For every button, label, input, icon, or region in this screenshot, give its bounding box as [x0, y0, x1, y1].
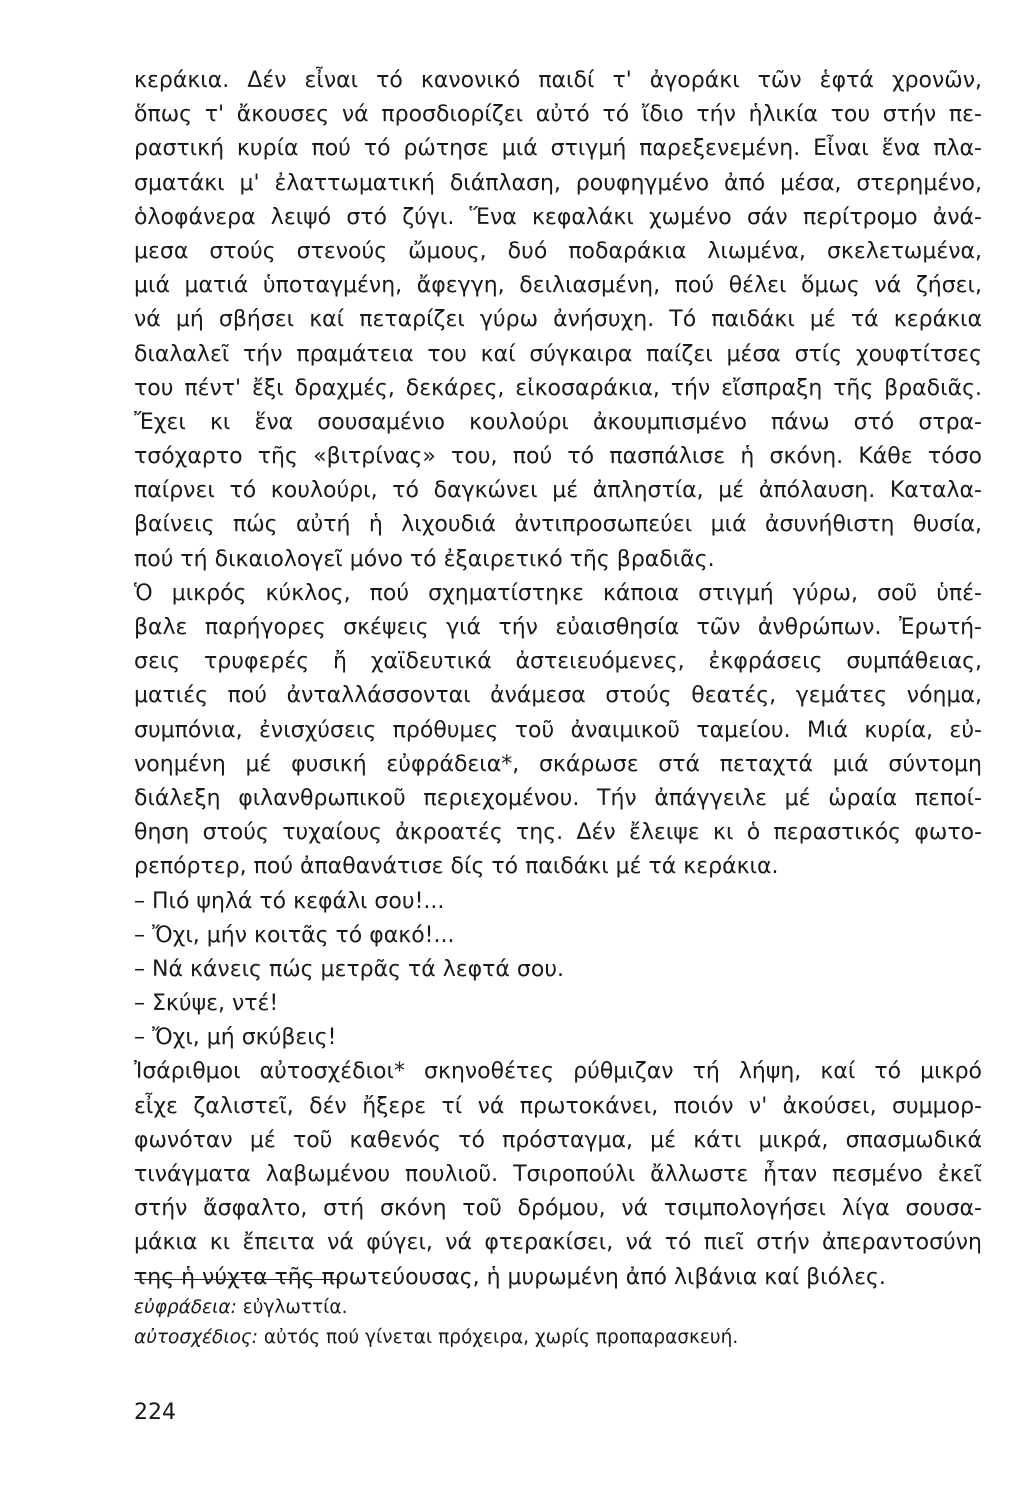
text-line: διάλεξη φιλανθρωπικοῦ περιεχομένου. Τήν ἀπάγγειλε μέ ὡραία πεποί-	[134, 785, 982, 811]
footnote-term: αὐτοσχέδιος:	[134, 1327, 259, 1348]
text-line: μιά ματιά ὑποταγμένη, ἄφεγγη, δειλιασμένη, πού θέλει ὅμως νά ζήσει,	[134, 273, 982, 299]
text-line: μάκια κι ἔπειτα νά φύγει, νά φτερακίσει, νά τό πιεῖ στήν ἀπεραντοσύνη	[134, 1230, 982, 1256]
text-line: – Ὄχι, μήν κοιτᾶς τό φακό!...	[134, 922, 455, 948]
text-line: τινάγματα λαβωμένου πουλιοῦ. Τσιροπούλι ἄλλωστε ἦταν πεσμένο ἐκεῖ	[134, 1162, 982, 1187]
page-number: 224	[134, 1400, 176, 1425]
footnote-definition: αὐτός πού γίνεται πρόχειρα, χωρίς προπαρασκευή.	[258, 1327, 739, 1348]
text-line: ὅπως τ' ἄκουσες νά προσδιορίζει αὐτό τό ἴδιο τήν ἡλικία του στήν πε-	[134, 102, 982, 128]
text-line: τσόχαρτο τῆς «βιτρίνας» του, πού τό πασπάλισε ἡ σκόνη. Κάθε τόσο	[134, 444, 982, 470]
text-line: θηση στούς τυχαίους ἀκροατές της. Δέν ἔλειψε κι ὁ περαστικός φωτο-	[134, 820, 982, 846]
text-line: πού τή δικαιολογεῖ μόνο τό ἐξαιρετικό τῆς βραδιᾶς.	[134, 546, 715, 572]
text-line: Ἔχει κι ἕνα σουσαμένιο κουλούρι ἀκουμπισμένο πάνω στό στρα-	[134, 409, 982, 435]
text-line: σματάκι μ' ἐλαττωματική διάπλαση, ρουφηγμένο ἀπό μέσα, στερημένο,	[134, 170, 982, 196]
text-line: Ὁ μικρός κύκλος, πού σχηματίστηκε κάποια στιγμή γύρω, σοῦ ὑπέ-	[134, 580, 982, 606]
footnote	[134, 1293, 982, 1323]
text-line: της ἡ νύχτα τῆς πρωτεύουσας, ἡ μυρωμένη ἀπό λιβάνια καί βιόλες.	[134, 1264, 886, 1290]
text-line: νά μή σβήσει καί πεταρίζει γύρω ἀνήσυχη. Τό παιδάκι μέ τά κεράκια	[134, 307, 982, 333]
text-line: διαλαλεῖ τήν πραμάτεια του καί σύγκαιρα παίζει μέσα στίς χουφτίτσες	[134, 341, 982, 367]
text-line: συμπόνια, ἐνισχύσεις πρόθυμες τοῦ ἀναιμικοῦ ταμείου. Μιά κυρία, εὐ-	[134, 717, 982, 743]
text-line: – Σκύψε, ντέ!	[134, 991, 279, 1017]
text-line: εἶχε ζαλιστεῖ, δέν ἤξερε τί νά πρωτοκάνει, ποιόν ν' ἀκούσει, συμμορ-	[134, 1093, 982, 1119]
text-line: βαλε παρήγορες σκέψεις γιά τήν εὐαισθησία τῶν ἀνθρώπων. Ἐρωτή-	[134, 615, 982, 640]
text-line: ρεπόρτερ, πού ἀπαθανάτισε δίς τό παιδάκι μέ τά κεράκια.	[134, 854, 779, 880]
text-line: – Πιό ψηλά τό κεφάλι σου!...	[134, 888, 445, 914]
footnote	[134, 1323, 982, 1353]
text-line: ὁλοφάνερα λειψό στό ζύγι. Ἕνα κεφαλάκι χωμένο σάν περίτρομο ἀνά-	[134, 204, 982, 230]
text-line: στήν ἄσφαλτο, στή σκόνη τοῦ δρόμου, νά τσιμπολογήσει λίγα σουσα-	[134, 1196, 982, 1222]
text-line: – Ὄχι, μή σκύβεις!	[134, 1025, 337, 1051]
footnotes	[134, 1293, 982, 1353]
text-line: – Νά κάνεις πώς μετρᾶς τά λεφτά σου.	[134, 956, 565, 982]
text-line: ραστική κυρία πού τό ρώτησε μιά στιγμή παρεξενεμένη. Εἶναι ἕνα πλα-	[134, 136, 982, 162]
text-line: κεράκια. Δέν εἶναι τό κανονικό παιδί τ' ἀγοράκι τῶν ἑφτά χρονῶν,	[134, 68, 982, 93]
footnote-rule	[134, 1279, 340, 1280]
text-line: παίρνει τό κουλούρι, τό δαγκώνει μέ ἀπληστία, μέ ἀπόλαυση. Καταλα-	[134, 478, 982, 504]
text-line: μεσα στούς στενούς ὤμους, δυό ποδαράκια λιωμένα, σκελετωμένα,	[134, 238, 982, 264]
text-line: φωνόταν μέ τοῦ καθενός τό πρόσταγμα, μέ κάτι μικρά, σπασμωδικά	[134, 1127, 982, 1153]
text-line: ματιές πού ἀνταλλάσσονται ἀνάμεσα στούς θεατές, γεμάτες νόημα,	[134, 683, 982, 709]
footnote-definition: εὐγλωττία.	[236, 1297, 348, 1318]
text-line: του πέντ' ἔξι δραχμές, δεκάρες, εἰκοσαράκια, τήν εἴσπραξη τῆς βραδιᾶς.	[134, 375, 982, 401]
text-line: Ἰσάριθμοι αὐτοσχέδιοι* σκηνοθέτες ρύθμιζαν τή λήψη, καί τό μικρό	[134, 1059, 982, 1085]
text-line: νοημένη μέ φυσική εὐφράδεια*, σκάρωσε στά πεταχτά μιά σύντομη	[134, 751, 982, 777]
text-line: σεις τρυφερές ἤ χαϊδευτικά ἀστειευόμενες, ἐκφράσεις συμπάθειας,	[134, 649, 982, 675]
body-text	[134, 64, 982, 1295]
footnote-term: εὐφράδεια:	[134, 1297, 237, 1318]
text-line: βαίνεις πώς αὐτή ἡ λιχουδιά ἀντιπροσωπεύει μιά ἀσυνήθιστη θυσία,	[134, 512, 982, 538]
